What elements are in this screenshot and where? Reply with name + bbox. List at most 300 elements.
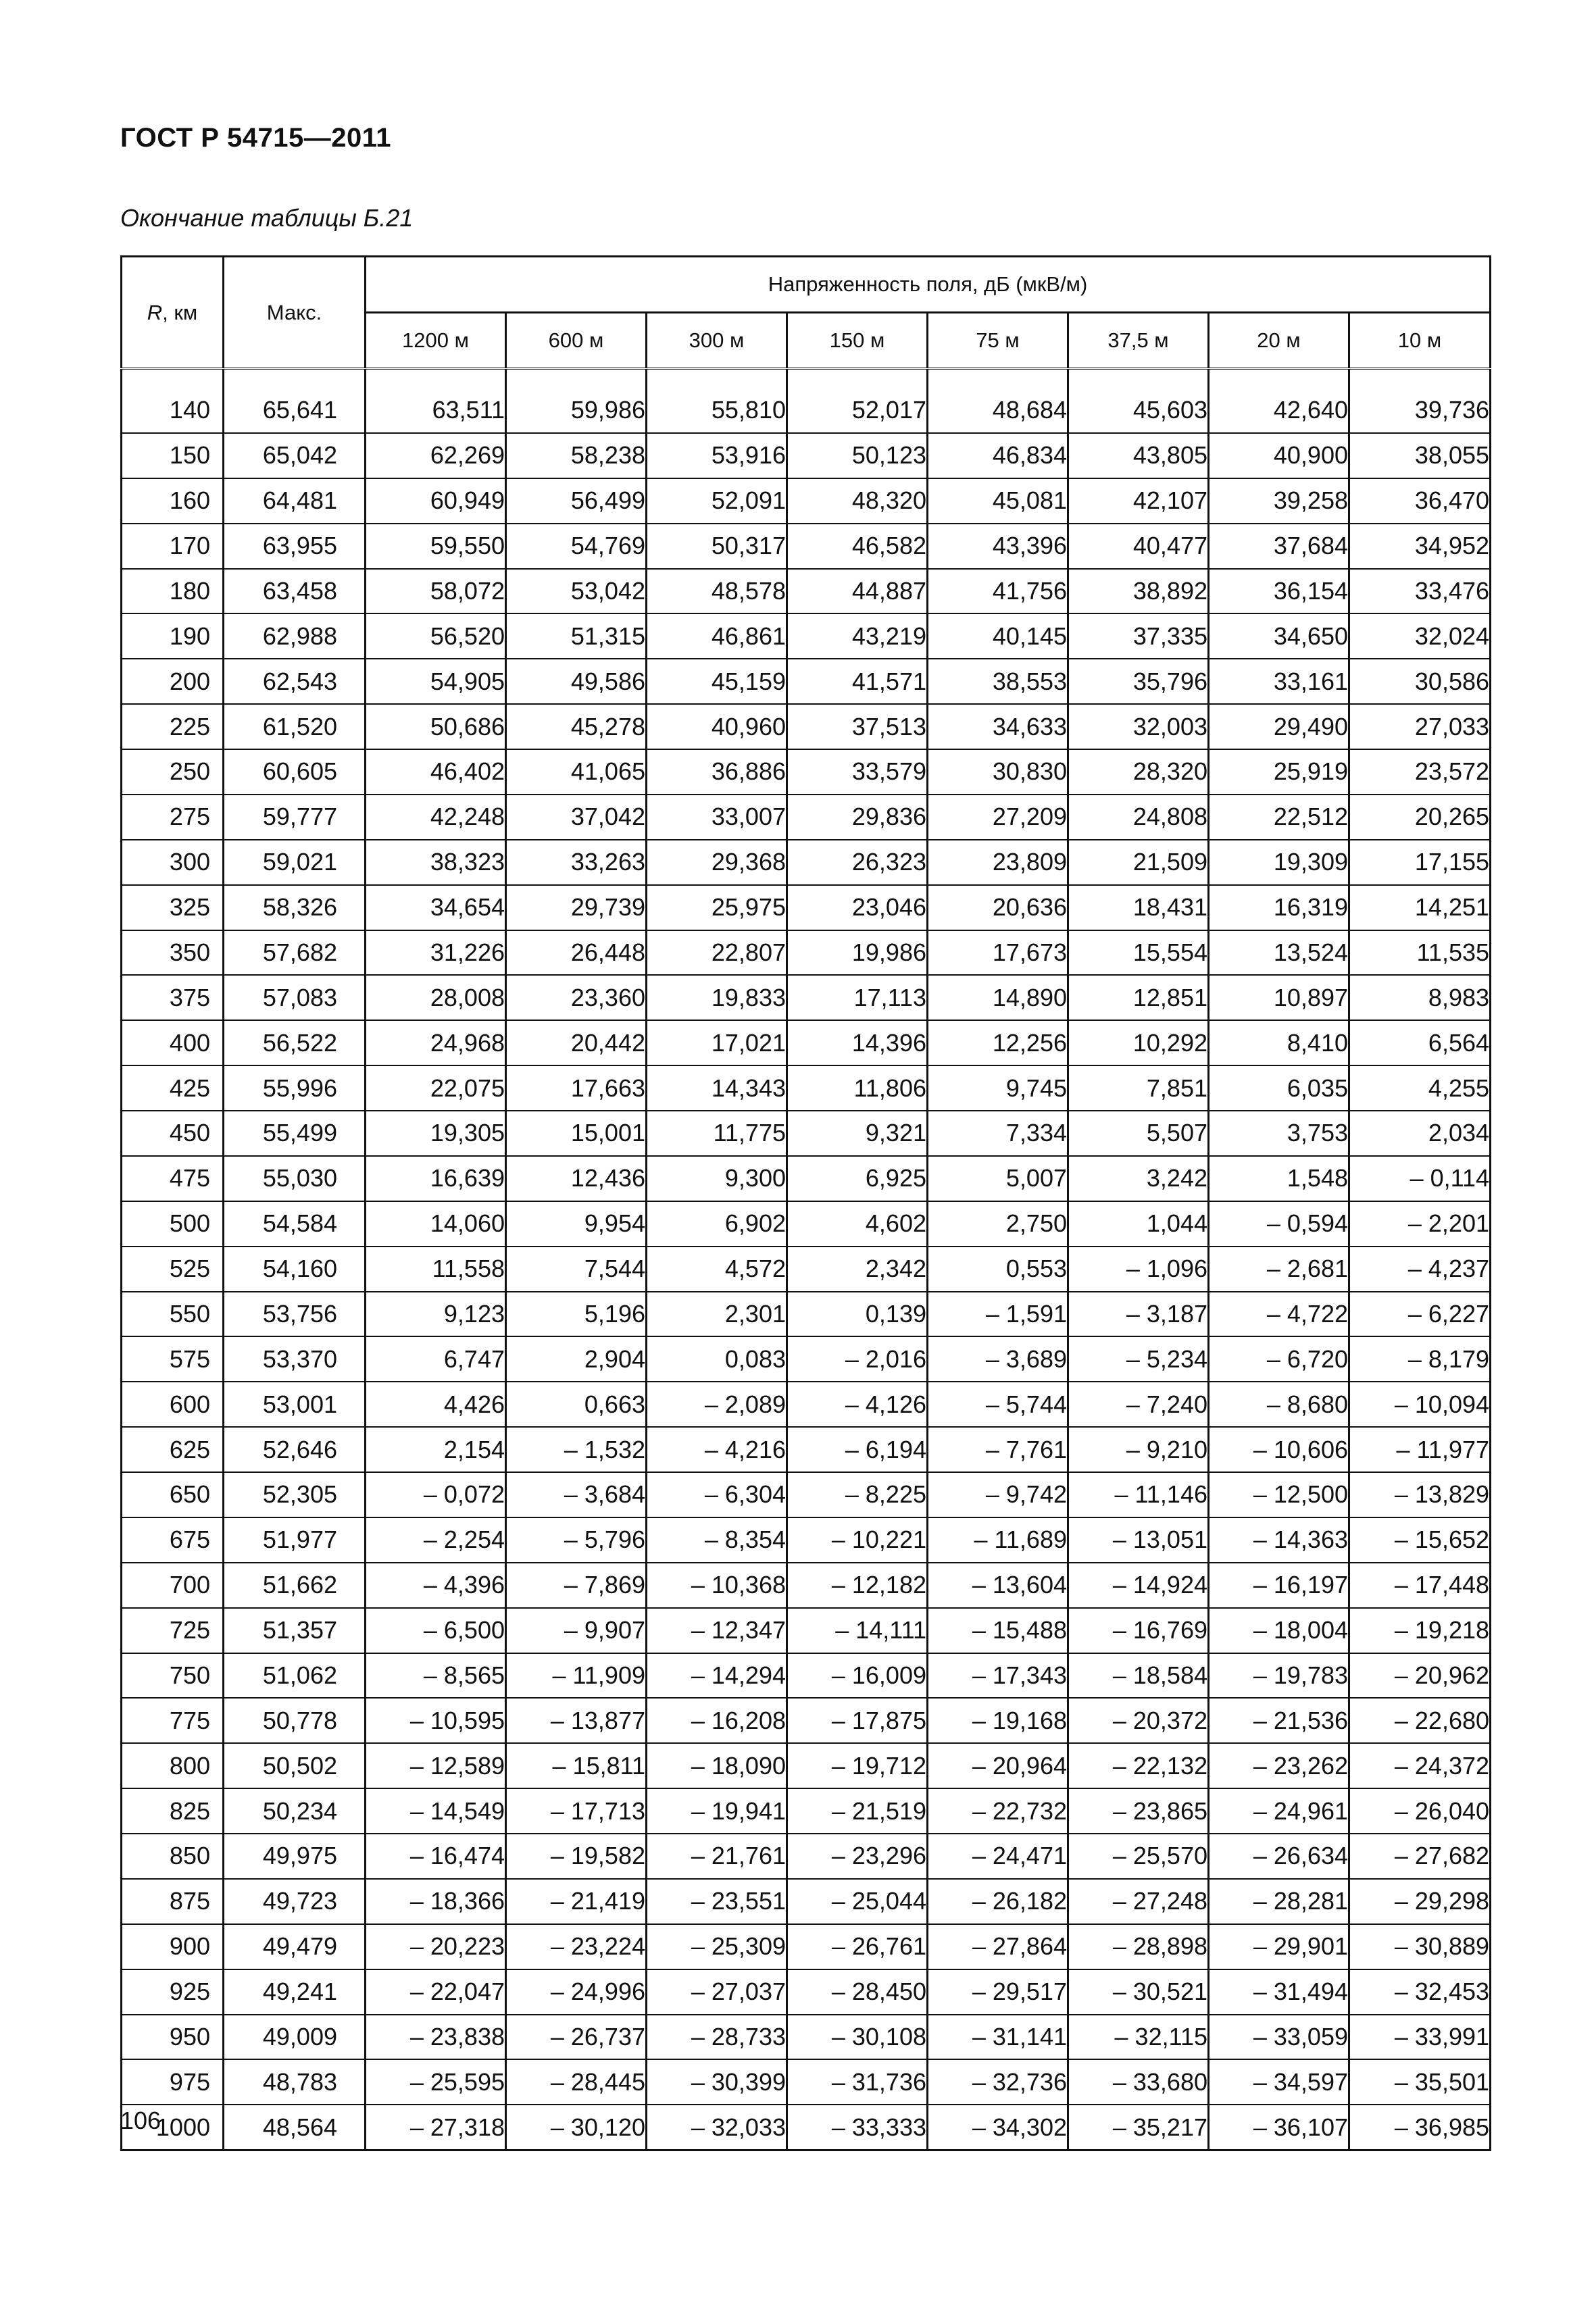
table-row [122, 930, 1491, 976]
field-strength-cell: 30,586 [1349, 659, 1491, 704]
field-strength-cell: – 4,396 [366, 1563, 506, 1608]
table-row [122, 1382, 1491, 1427]
max-value-cell: 65,641 [224, 369, 366, 433]
field-strength-cell: 9,300 [647, 1156, 787, 1201]
field-strength-cell: 6,747 [366, 1336, 506, 1382]
distance-cell: 600 [122, 1382, 224, 1427]
field-strength-cell: 34,633 [928, 704, 1068, 749]
field-strength-cell: 22,512 [1209, 795, 1349, 840]
field-strength-cell: – 33,333 [787, 2105, 928, 2150]
field-strength-cell: 38,892 [1068, 569, 1209, 614]
field-strength-cell: 6,035 [1209, 1065, 1349, 1111]
table-row [122, 1517, 1491, 1563]
field-strength-cell: – 23,262 [1209, 1743, 1349, 1788]
distance-cell: 550 [122, 1292, 224, 1337]
table-row [122, 975, 1491, 1020]
field-strength-cell: – 30,399 [647, 2059, 787, 2105]
field-strength-cell: 48,320 [787, 478, 928, 524]
field-strength-cell: – 32,736 [928, 2059, 1068, 2105]
field-strength-cell: – 10,368 [647, 1563, 787, 1608]
field-strength-cell: – 30,889 [1349, 1924, 1491, 1969]
field-strength-cell: 25,919 [1209, 749, 1349, 795]
field-strength-cell: 25,975 [647, 885, 787, 930]
distance-cell: 800 [122, 1743, 224, 1788]
max-value-cell: 62,988 [224, 613, 366, 659]
field-strength-cell: 23,046 [787, 885, 928, 930]
column-header-height: 600 м [506, 313, 647, 369]
field-strength-cell: – 16,197 [1209, 1563, 1349, 1608]
table-row [122, 795, 1491, 840]
field-strength-cell: 6,925 [787, 1156, 928, 1201]
distance-cell: 725 [122, 1608, 224, 1653]
field-strength-cell: – 31,494 [1209, 1969, 1349, 2015]
field-strength-cell: 21,509 [1068, 840, 1209, 885]
field-strength-cell: – 35,501 [1349, 2059, 1491, 2105]
field-strength-cell: 17,673 [928, 930, 1068, 976]
distance-cell: 450 [122, 1111, 224, 1156]
field-strength-cell: 1,044 [1068, 1201, 1209, 1247]
field-strength-cell: – 0,114 [1349, 1156, 1491, 1201]
max-value-cell: 55,030 [224, 1156, 366, 1201]
field-strength-cell: 9,954 [506, 1201, 647, 1247]
field-strength-cell: 16,639 [366, 1156, 506, 1201]
field-strength-cell: – 10,595 [366, 1698, 506, 1743]
field-strength-cell: 40,900 [1209, 433, 1349, 478]
column-header-height: 150 м [787, 313, 928, 369]
field-strength-cell: – 28,281 [1209, 1879, 1349, 1924]
field-strength-cell: 22,807 [647, 930, 787, 976]
distance-cell: 975 [122, 2059, 224, 2105]
field-strength-cell: – 4,722 [1209, 1292, 1349, 1337]
table-row [122, 1427, 1491, 1472]
field-strength-cell: – 15,652 [1349, 1517, 1491, 1563]
field-strength-cell: 16,319 [1209, 885, 1349, 930]
max-value-cell: 49,479 [224, 1924, 366, 1969]
field-strength-cell: 44,887 [787, 569, 928, 614]
distance-cell: 775 [122, 1698, 224, 1743]
field-strength-cell: 32,024 [1349, 613, 1491, 659]
field-strength-cell: 19,305 [366, 1111, 506, 1156]
field-strength-cell: 6,902 [647, 1201, 787, 1247]
field-strength-cell: – 26,182 [928, 1879, 1068, 1924]
distance-cell: 170 [122, 524, 224, 569]
field-strength-cell: 58,072 [366, 569, 506, 614]
column-header-r [122, 257, 224, 369]
field-strength-cell: 4,426 [366, 1382, 506, 1427]
field-strength-cell: 19,986 [787, 930, 928, 976]
max-value-cell: 50,234 [224, 1788, 366, 1834]
field-strength-cell: – 18,366 [366, 1879, 506, 1924]
distance-cell: 500 [122, 1201, 224, 1247]
table-row [122, 369, 1491, 433]
field-strength-cell: – 31,141 [928, 2015, 1068, 2060]
field-strength-cell: – 36,107 [1209, 2105, 1349, 2150]
field-strength-cell: 40,960 [647, 704, 787, 749]
field-strength-cell: – 9,907 [506, 1608, 647, 1653]
field-strength-cell: – 10,094 [1349, 1382, 1491, 1427]
distance-cell: 325 [122, 885, 224, 930]
max-value-cell: 53,370 [224, 1336, 366, 1382]
field-strength-cell: 8,410 [1209, 1020, 1349, 1065]
field-strength-cell: 41,571 [787, 659, 928, 704]
field-strength-cell: – 28,445 [506, 2059, 647, 2105]
table-row [122, 2059, 1491, 2105]
table-row [122, 1336, 1491, 1382]
field-strength-cell: 23,572 [1349, 749, 1491, 795]
field-strength-cell: – 2,016 [787, 1336, 928, 1382]
field-strength-cell: 36,886 [647, 749, 787, 795]
field-strength-table [120, 255, 1491, 2151]
distance-cell: 625 [122, 1427, 224, 1472]
field-strength-cell: – 22,047 [366, 1969, 506, 2015]
field-strength-cell: – 6,227 [1349, 1292, 1491, 1337]
distance-cell: 925 [122, 1969, 224, 2015]
field-strength-cell: – 6,720 [1209, 1336, 1349, 1382]
field-strength-cell: 33,263 [506, 840, 647, 885]
field-strength-cell: – 20,223 [366, 1924, 506, 1969]
max-value-cell: 52,305 [224, 1472, 366, 1517]
field-strength-cell: 45,278 [506, 704, 647, 749]
table-row [122, 2105, 1491, 2150]
field-strength-cell: – 19,582 [506, 1834, 647, 1879]
max-value-cell: 61,520 [224, 704, 366, 749]
field-strength-cell: 14,343 [647, 1065, 787, 1111]
distance-cell: 275 [122, 795, 224, 840]
field-strength-cell: 51,315 [506, 613, 647, 659]
field-strength-cell: – 27,682 [1349, 1834, 1491, 1879]
field-strength-cell: 58,238 [506, 433, 647, 478]
field-strength-cell: 63,511 [366, 369, 506, 433]
column-header-height: 75 м [928, 313, 1068, 369]
field-strength-cell: 11,775 [647, 1111, 787, 1156]
distance-cell: 225 [122, 704, 224, 749]
field-strength-cell: 32,003 [1068, 704, 1209, 749]
field-strength-cell: 33,007 [647, 795, 787, 840]
field-strength-cell: – 13,051 [1068, 1517, 1209, 1563]
field-strength-cell: 5,507 [1068, 1111, 1209, 1156]
field-strength-cell: 34,650 [1209, 613, 1349, 659]
field-strength-cell: – 23,838 [366, 2015, 506, 2060]
field-strength-cell: – 22,680 [1349, 1698, 1491, 1743]
max-value-cell: 50,778 [224, 1698, 366, 1743]
field-strength-cell: – 2,254 [366, 1517, 506, 1563]
field-strength-cell: – 4,216 [647, 1427, 787, 1472]
field-strength-cell: 37,684 [1209, 524, 1349, 569]
table-row [122, 1788, 1491, 1834]
field-strength-cell: – 7,240 [1068, 1382, 1209, 1427]
field-strength-cell: – 23,296 [787, 1834, 928, 1879]
table-row [122, 613, 1491, 659]
table-row [122, 1156, 1491, 1201]
field-strength-cell: 34,952 [1349, 524, 1491, 569]
field-strength-cell: – 24,471 [928, 1834, 1068, 1879]
field-strength-cell: – 28,898 [1068, 1924, 1209, 1969]
table-row [122, 1969, 1491, 2015]
field-strength-cell: – 16,208 [647, 1698, 787, 1743]
field-strength-cell: 26,323 [787, 840, 928, 885]
max-value-cell: 48,564 [224, 2105, 366, 2150]
field-strength-cell: 48,578 [647, 569, 787, 614]
field-strength-cell: 29,836 [787, 795, 928, 840]
field-strength-cell: – 11,146 [1068, 1472, 1209, 1517]
field-strength-cell: – 8,225 [787, 1472, 928, 1517]
field-strength-cell: 53,042 [506, 569, 647, 614]
field-strength-cell: – 29,517 [928, 1969, 1068, 2015]
field-strength-cell: 40,477 [1068, 524, 1209, 569]
field-strength-cell: – 17,448 [1349, 1563, 1491, 1608]
field-strength-cell: 17,113 [787, 975, 928, 1020]
field-strength-cell: 22,075 [366, 1065, 506, 1111]
field-strength-cell: 17,663 [506, 1065, 647, 1111]
field-strength-cell: 3,242 [1068, 1156, 1209, 1201]
field-strength-cell: – 23,224 [506, 1924, 647, 1969]
field-strength-cell: 46,402 [366, 749, 506, 795]
field-strength-cell: – 14,111 [787, 1608, 928, 1653]
field-strength-cell: 7,544 [506, 1247, 647, 1292]
table-row [122, 569, 1491, 614]
distance-cell: 350 [122, 930, 224, 976]
field-strength-cell: 36,470 [1349, 478, 1491, 524]
field-strength-cell: – 4,237 [1349, 1247, 1491, 1292]
max-value-cell: 62,543 [224, 659, 366, 704]
field-strength-cell: 27,209 [928, 795, 1068, 840]
distance-cell: 150 [122, 433, 224, 478]
distance-cell: 575 [122, 1336, 224, 1382]
field-strength-cell: – 3,187 [1068, 1292, 1209, 1337]
field-strength-cell: – 6,194 [787, 1427, 928, 1472]
field-strength-cell: 38,055 [1349, 433, 1491, 478]
field-strength-cell: 17,155 [1349, 840, 1491, 885]
field-strength-cell: – 36,985 [1349, 2105, 1491, 2150]
field-strength-cell: – 6,304 [647, 1472, 787, 1517]
field-strength-cell: 42,640 [1209, 369, 1349, 433]
field-strength-cell: 42,248 [366, 795, 506, 840]
field-strength-cell: – 19,941 [647, 1788, 787, 1834]
field-strength-cell: – 33,991 [1349, 2015, 1491, 2060]
field-strength-cell: – 10,606 [1209, 1427, 1349, 1472]
field-strength-cell: – 3,689 [928, 1336, 1068, 1382]
field-strength-cell: – 34,302 [928, 2105, 1068, 2150]
field-strength-cell: – 8,680 [1209, 1382, 1349, 1427]
table-row [122, 840, 1491, 885]
field-strength-cell: – 19,168 [928, 1698, 1068, 1743]
field-strength-cell: 0,139 [787, 1292, 928, 1337]
distance-cell: 160 [122, 478, 224, 524]
table-row [122, 1743, 1491, 1788]
table-row [122, 1834, 1491, 1879]
table-row [122, 704, 1491, 749]
field-strength-cell: 53,916 [647, 433, 787, 478]
column-header-height: 1200 м [366, 313, 506, 369]
field-strength-cell: – 27,248 [1068, 1879, 1209, 1924]
field-strength-cell: – 25,595 [366, 2059, 506, 2105]
field-strength-cell: – 18,584 [1068, 1653, 1209, 1699]
field-strength-cell: 43,805 [1068, 433, 1209, 478]
field-strength-cell: – 30,108 [787, 2015, 928, 2060]
field-strength-cell: – 26,634 [1209, 1834, 1349, 1879]
field-strength-cell: 45,081 [928, 478, 1068, 524]
field-strength-cell: – 17,343 [928, 1653, 1068, 1699]
table-row [122, 1065, 1491, 1111]
field-strength-cell: 15,554 [1068, 930, 1209, 976]
field-strength-cell: 10,897 [1209, 975, 1349, 1020]
field-strength-cell: – 18,090 [647, 1743, 787, 1788]
field-strength-cell: 60,949 [366, 478, 506, 524]
field-strength-cell: 3,753 [1209, 1111, 1349, 1156]
field-strength-cell: 2,750 [928, 1201, 1068, 1247]
column-header-height: 300 м [647, 313, 787, 369]
field-strength-cell: – 12,347 [647, 1608, 787, 1653]
field-strength-cell: 14,890 [928, 975, 1068, 1020]
distance-cell: 190 [122, 613, 224, 659]
field-strength-cell: 9,123 [366, 1292, 506, 1337]
max-value-cell: 50,502 [224, 1743, 366, 1788]
field-strength-cell: 37,042 [506, 795, 647, 840]
max-value-cell: 52,646 [224, 1427, 366, 1472]
field-strength-cell: 23,809 [928, 840, 1068, 885]
field-strength-cell: 9,321 [787, 1111, 928, 1156]
field-strength-cell: 46,582 [787, 524, 928, 569]
field-strength-cell: 29,368 [647, 840, 787, 885]
max-value-cell: 49,723 [224, 1879, 366, 1924]
column-header-height: 20 м [1209, 313, 1349, 369]
field-strength-cell: 42,107 [1068, 478, 1209, 524]
field-strength-cell: – 22,732 [928, 1788, 1068, 1834]
distance-cell: 900 [122, 1924, 224, 1969]
table-row [122, 1608, 1491, 1653]
field-strength-cell: – 17,713 [506, 1788, 647, 1834]
field-strength-cell: 30,830 [928, 749, 1068, 795]
distance-cell: 140 [122, 369, 224, 433]
field-strength-cell: – 31,736 [787, 2059, 928, 2105]
field-strength-cell: 56,499 [506, 478, 647, 524]
table-row [122, 1924, 1491, 1969]
column-header-max: Макс. [224, 257, 366, 369]
max-value-cell: 51,357 [224, 1608, 366, 1653]
field-strength-cell: – 32,033 [647, 2105, 787, 2150]
field-strength-cell: 41,065 [506, 749, 647, 795]
field-strength-cell: – 20,962 [1349, 1653, 1491, 1699]
table-row [122, 1111, 1491, 1156]
distance-cell: 375 [122, 975, 224, 1020]
table-row [122, 1247, 1491, 1292]
field-strength-cell: 2,342 [787, 1247, 928, 1292]
field-strength-cell: 50,317 [647, 524, 787, 569]
field-strength-cell: 11,535 [1349, 930, 1491, 976]
field-strength-cell: – 23,865 [1068, 1788, 1209, 1834]
field-strength-cell: – 28,733 [647, 2015, 787, 2060]
field-strength-cell: 20,442 [506, 1020, 647, 1065]
max-value-cell: 55,996 [224, 1065, 366, 1111]
field-strength-cell: 62,269 [366, 433, 506, 478]
field-strength-cell: – 22,132 [1068, 1743, 1209, 1788]
field-strength-cell: 41,756 [928, 569, 1068, 614]
field-strength-cell: 2,904 [506, 1336, 647, 1382]
field-strength-cell: 9,745 [928, 1065, 1068, 1111]
field-strength-cell: 12,436 [506, 1156, 647, 1201]
table-row [122, 659, 1491, 704]
distance-cell: 1000 [122, 2105, 224, 2150]
field-strength-cell: – 16,769 [1068, 1608, 1209, 1653]
field-strength-cell: – 26,040 [1349, 1788, 1491, 1834]
field-strength-cell: – 14,924 [1068, 1563, 1209, 1608]
field-strength-cell: – 12,500 [1209, 1472, 1349, 1517]
field-strength-cell: – 11,689 [928, 1517, 1068, 1563]
max-value-cell: 53,001 [224, 1382, 366, 1427]
max-value-cell: 49,009 [224, 2015, 366, 2060]
field-strength-cell: – 32,115 [1068, 2015, 1209, 2060]
table-row [122, 1879, 1491, 1924]
table-row [122, 478, 1491, 524]
field-strength-cell: 55,810 [647, 369, 787, 433]
field-strength-cell: 36,154 [1209, 569, 1349, 614]
field-strength-cell: 33,161 [1209, 659, 1349, 704]
document-header: ГОСТ Р 54715—2011 [120, 123, 391, 153]
distance-cell: 425 [122, 1065, 224, 1111]
field-strength-cell: 19,833 [647, 975, 787, 1020]
max-value-cell: 59,777 [224, 795, 366, 840]
table-row [122, 1653, 1491, 1699]
field-strength-cell: – 21,519 [787, 1788, 928, 1834]
field-strength-cell: – 10,221 [787, 1517, 928, 1563]
distance-cell: 825 [122, 1788, 224, 1834]
field-strength-cell: 20,265 [1349, 795, 1491, 840]
max-value-cell: 59,021 [224, 840, 366, 885]
field-strength-cell: 35,796 [1068, 659, 1209, 704]
field-strength-cell: – 20,372 [1068, 1698, 1209, 1743]
field-strength-cell: – 2,201 [1349, 1201, 1491, 1247]
max-value-cell: 60,605 [224, 749, 366, 795]
max-value-cell: 49,241 [224, 1969, 366, 2015]
field-strength-cell: 54,905 [366, 659, 506, 704]
field-strength-cell: 20,636 [928, 885, 1068, 930]
field-strength-cell: 8,983 [1349, 975, 1491, 1020]
field-strength-cell: – 14,363 [1209, 1517, 1349, 1563]
table-row [122, 524, 1491, 569]
field-strength-cell: – 34,597 [1209, 2059, 1349, 2105]
table-row [122, 1201, 1491, 1247]
field-strength-cell: 59,986 [506, 369, 647, 433]
field-strength-cell: 12,256 [928, 1020, 1068, 1065]
field-strength-cell: 43,219 [787, 613, 928, 659]
field-strength-cell: 38,553 [928, 659, 1068, 704]
field-strength-cell: 14,060 [366, 1201, 506, 1247]
column-header-height: 10 м [1349, 313, 1491, 369]
field-strength-cell: – 26,737 [506, 2015, 647, 2060]
field-strength-cell: 7,334 [928, 1111, 1068, 1156]
field-strength-cell: – 2,681 [1209, 1247, 1349, 1292]
field-strength-cell: 43,396 [928, 524, 1068, 569]
table-row [122, 1698, 1491, 1743]
field-strength-cell: – 4,126 [787, 1382, 928, 1427]
field-strength-cell: 26,448 [506, 930, 647, 976]
field-strength-cell: – 13,604 [928, 1563, 1068, 1608]
field-strength-cell: – 8,354 [647, 1517, 787, 1563]
field-strength-cell: 29,739 [506, 885, 647, 930]
field-strength-cell: 49,586 [506, 659, 647, 704]
table-row [122, 1020, 1491, 1065]
table-row [122, 749, 1491, 795]
field-strength-cell: 2,154 [366, 1427, 506, 1472]
field-strength-cell: – 20,964 [928, 1743, 1068, 1788]
field-strength-cell: – 30,521 [1068, 1969, 1209, 2015]
field-strength-cell: – 35,217 [1068, 2105, 1209, 2150]
distance-cell: 180 [122, 569, 224, 614]
max-value-cell: 63,458 [224, 569, 366, 614]
max-value-cell: 58,326 [224, 885, 366, 930]
max-value-cell: 48,783 [224, 2059, 366, 2105]
max-value-cell: 49,975 [224, 1834, 366, 1879]
